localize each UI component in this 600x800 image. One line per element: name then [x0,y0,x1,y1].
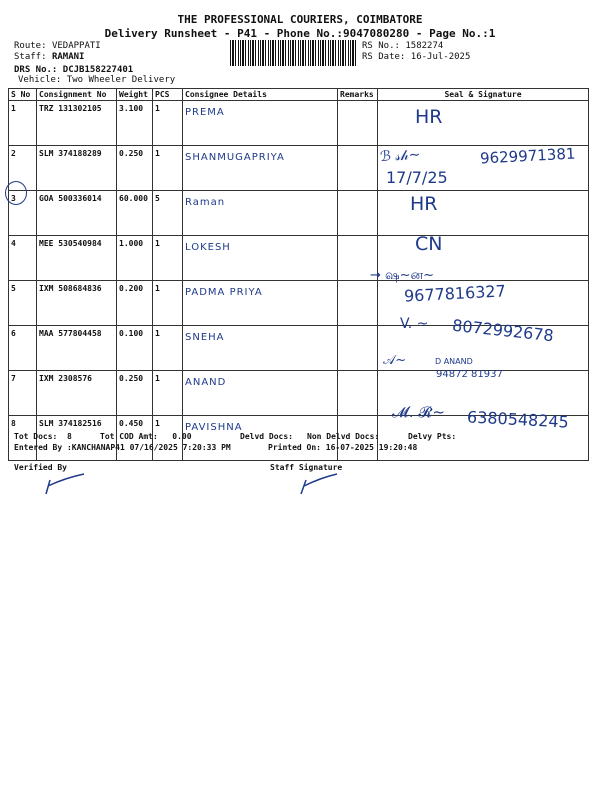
rs-date-label: RS Date: [362,52,406,62]
cell-weight: 0.250 [117,371,153,416]
cell-sno: 5 [9,281,37,326]
verified-by-signature-mark [40,470,90,498]
cell-consignee: SHANMUGAPRIYA [183,146,338,191]
route-value: VEDAPPATI [51,41,101,51]
signature-row5-phone: 9677816327 [403,281,507,306]
cell-pcs: 1 [153,101,183,146]
cell-consignment: TRZ 131302105 [37,101,117,146]
staff-signature-mark [295,470,345,498]
cell-weight: 1.000 [117,236,153,281]
cell-sno: 6 [9,326,37,371]
cell-consignee: PADMA PRIYA [183,281,338,326]
cell-weight: 60.000 [117,191,153,236]
cell-remarks [338,281,378,326]
delivered-docs-label: Delvd Docs: [240,432,293,441]
cell-pcs: 1 [153,236,183,281]
cell-consignee: PREMA [183,101,338,146]
signature-row4: CN [415,233,443,255]
signature-row8-phone: 6380548245 [466,407,570,432]
route-line [14,41,101,52]
cell-signature [378,101,589,146]
total-docs [14,432,72,441]
cell-weight: 0.250 [117,146,153,191]
signature-row2-date: 17/7/25 [386,168,448,187]
signature-row7-scribble: 𝒜~ [383,353,407,368]
cell-pcs: 1 [153,281,183,326]
signature-row6-phone: 8072992678 [451,315,555,346]
cell-pcs: 1 [153,371,183,416]
cell-remarks [338,191,378,236]
cell-consignee: LOKESH [183,236,338,281]
cell-weight: 3.100 [117,101,153,146]
signature-row1: HR [415,106,443,128]
delivery-points-label: Delvy Pts: [408,432,457,441]
drs-value: DCJB158227401 [62,65,134,75]
total-cod-value: 0.00 [172,432,192,441]
runsheet-title: Delivery Runsheet - P41 - Phone No.:9047080280 - Page No.:1 [104,27,496,40]
total-cod [100,432,192,441]
printed-on: Printed On: 16-07-2025 19:20:48 [268,443,418,452]
cell-weight: 0.450 [117,416,153,461]
staff-line [14,52,84,63]
cell-pcs: 5 [153,191,183,236]
barcode [230,40,357,66]
total-cod-label: Tot COD Amt: [100,432,158,441]
route-label: Route: [14,41,47,51]
cell-consignment: MAA 577804458 [37,326,117,371]
col-header-signature: Seal & Signature [378,89,589,101]
cell-sno: 8 [9,416,37,461]
rs-no-value: 1582274 [405,41,444,51]
rs-date-line [362,52,470,63]
signature-row7-name: D ANAND [435,357,473,366]
signature-row2-phone: 9629971381 [479,144,576,168]
cell-consignment: IXM 2308576 [37,371,117,416]
cell-consignment: GOA 500336014 [37,191,117,236]
cell-remarks [338,326,378,371]
cell-sno: 4 [9,236,37,281]
runsheet-table [8,88,589,461]
signature-row7-phone: 94872 81937 [436,369,503,380]
col-header-consignee: Consignee Details [183,89,338,101]
cell-pcs: 1 [153,326,183,371]
verified-by-label: Verified By [14,463,67,472]
rs-date-value: 16-Jul-2025 [410,52,471,62]
cell-consignee: PAVISHNA [183,416,338,461]
cell-consignment: IXM 508684836 [37,281,117,326]
staff-label: Staff: [14,52,47,62]
col-header-sno: S No [9,89,37,101]
cell-weight: 0.100 [117,326,153,371]
drs-label: DRS No.: [14,65,58,75]
cell-consignment: SLM 374182516 [37,416,117,461]
cell-pcs: 1 [153,416,183,461]
rs-no-label: RS No.: [362,41,400,51]
vehicle-label: Vehicle: [18,75,62,85]
signature-row2-scribble: ℬ 𝓈𝒽~ [379,146,421,166]
non-delivered-docs-label: Non Delvd Docs: [307,432,380,441]
cell-consignment: MEE 530540984 [37,236,117,281]
cell-sno: 7 [9,371,37,416]
entered-by: Entered By :KANCHANAP41 07/16/2025 7:20:33 PM [14,443,231,452]
col-header-weight: Weight [117,89,153,101]
table-row [9,101,589,146]
cell-consignee: SNEHA [183,326,338,371]
company-name: THE PROFESSIONAL COURIERS, COIMBATORE [177,13,423,26]
handwritten-circle-mark [5,181,27,205]
signature-row3: HR [410,193,438,215]
staff-signature-label: Staff Signature [270,463,343,472]
rs-no-line [362,41,443,52]
col-header-consignment: Consignment No [37,89,117,101]
cell-remarks [338,101,378,146]
table-row [9,236,589,281]
cell-consignee: Raman [183,191,338,236]
cell-remarks [338,146,378,191]
vehicle-line [18,75,175,86]
cell-sno: 2 [9,146,37,191]
cell-pcs: 1 [153,146,183,191]
total-docs-label: Tot Docs: [14,432,58,441]
cell-consignment: SLM 374188289 [37,146,117,191]
signature-row5-scribble: → ஷ~ன~ [370,268,434,283]
signature-row6-scribble: V. ~ [400,316,429,332]
table-header-row [9,89,589,101]
cell-weight: 0.200 [117,281,153,326]
cell-remarks [338,371,378,416]
col-header-pcs: PCS [153,89,183,101]
cell-consignee: ANAND [183,371,338,416]
cell-sno: 1 [9,101,37,146]
signature-row8-scribble: 𝓜. 𝓡~ [392,403,445,421]
total-docs-value: 8 [67,432,72,441]
table-row [9,191,589,236]
vehicle-value: Two Wheeler Delivery [66,75,176,85]
col-header-remarks: Remarks [338,89,378,101]
cell-sno: 3 [9,191,37,236]
staff-value: RAMANI [51,52,85,62]
